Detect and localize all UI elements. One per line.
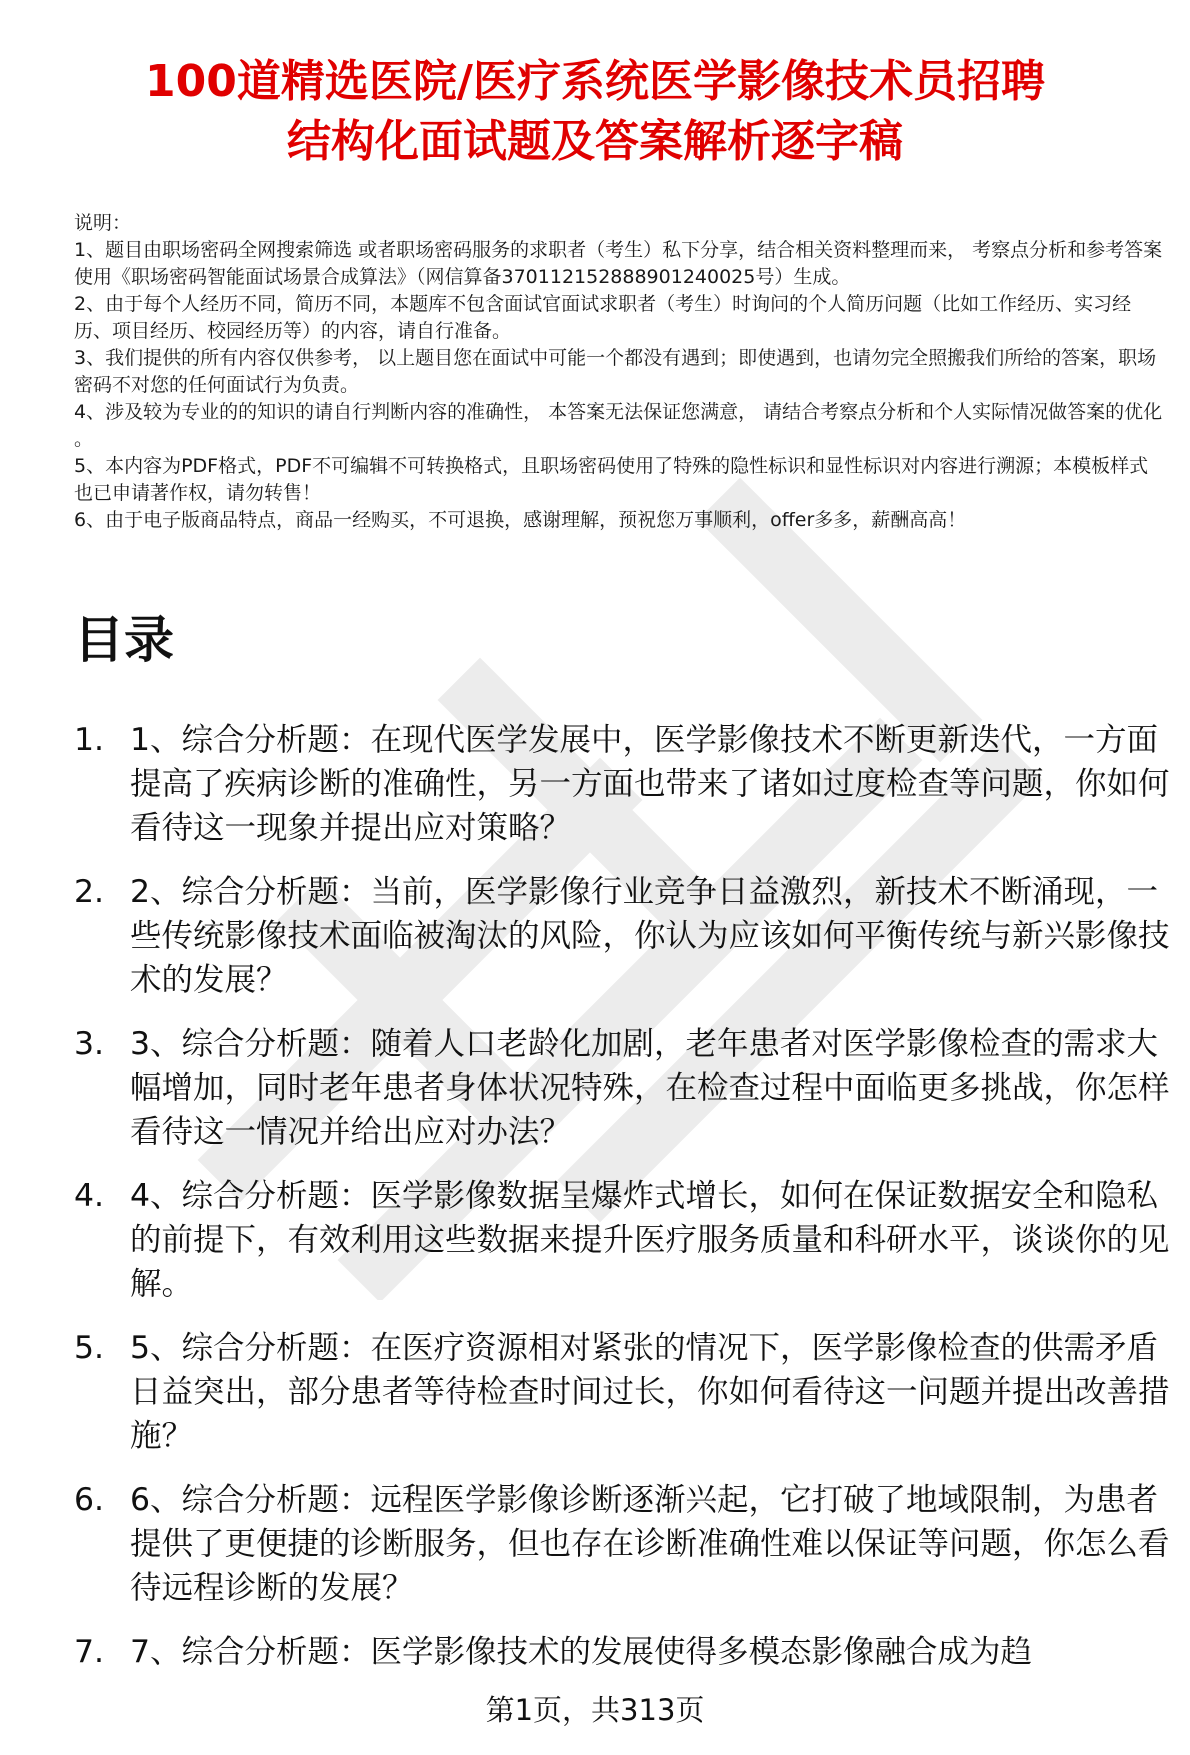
toc-item[interactable] xyxy=(74,1478,1172,1610)
toc-item[interactable] xyxy=(74,1174,1172,1306)
toc-item-number: 7. xyxy=(74,1634,105,1670)
toc-item-number: 6. xyxy=(74,1482,105,1518)
toc-item[interactable] xyxy=(74,718,1172,850)
note-item-2: 2、由于每个人经历不同，简历不同，本题库不包含面试官面试求职者（考生）时询问的个人简历问题（比如工作经历、实习经历、项目经历、校园经历等）的内容，请自行准备。 xyxy=(74,293,1132,342)
toc-item-number: 1. xyxy=(74,722,105,758)
note-item-6: 6、由于电子版商品特点，商品一经购买，不可退换，感谢理解，预祝您万事顺利，offer多多，薪酬高高！ xyxy=(74,509,967,531)
instructions-section xyxy=(74,210,1164,534)
toc-item-text: 4、综合分析题：医学影像数据呈爆炸式增长，如何在保证数据安全和隐私的前提下，有效利用这些数据来提升医疗服务质量和科研水平，谈谈你的见解。 xyxy=(130,1178,1170,1302)
toc-item-number: 2. xyxy=(74,874,105,910)
toc-item[interactable] xyxy=(74,1326,1172,1458)
toc-item[interactable] xyxy=(74,870,1172,1002)
title-line-1: 100道精选医院/医疗系统医学影像技术员招聘 xyxy=(145,56,1045,107)
toc-item[interactable] xyxy=(74,1630,1172,1674)
note-item-5: 5、本内容为PDF格式，PDF不可编辑不可转换格式，且职场密码使用了特殊的隐性标识和显性标识对内容进行溯源；本模板样式也已申请著作权，请勿转售！ xyxy=(74,455,1149,504)
note-item-1: 1、题目由职场密码全网搜索筛选 或者职场密码服务的求职者（考生）私下分享，结合相关资料整理而来， 考察点分析和参考答案使用《职场密码智能面试场景合成算法》（网信算备370112152888901240025号）生成。 xyxy=(74,239,1163,288)
toc-heading: 目录 xyxy=(74,611,174,669)
toc-item-text: 7、综合分析题：医学影像技术的发展使得多模态影像融合成为趋 xyxy=(130,1634,1033,1670)
notes-label: 说明： xyxy=(74,212,132,234)
toc-item[interactable] xyxy=(74,1022,1172,1154)
note-item-3: 3、我们提供的所有内容仅供参考， 以上题目您在面试中可能一个都没有遇到；即使遇到，也请勿完全照搬我们所给的答案，职场密码不对您的任何面试行为负责。 xyxy=(74,347,1157,396)
toc-item-text: 5、综合分析题：在医疗资源相对紧张的情况下，医学影像检查的供需矛盾日益突出，部分患者等待检查时间过长，你如何看待这一问题并提出改善措施？ xyxy=(130,1330,1170,1454)
toc-item-text: 6、综合分析题：远程医学影像诊断逐渐兴起，它打破了地域限制，为患者提供了更便捷的诊断服务，但也存在诊断准确性难以保证等问题，你怎么看待远程诊断的发展？ xyxy=(130,1482,1170,1606)
page-footer: 第1页，共313页 xyxy=(485,1693,705,1727)
toc-item-number: 4. xyxy=(74,1178,105,1214)
title-line-2: 结构化面试题及答案解析逐字稿 xyxy=(287,116,903,167)
toc-item-number: 5. xyxy=(74,1330,105,1366)
toc-item-text: 2、综合分析题：当前，医学影像行业竞争日益激烈，新技术不断涌现，一些传统影像技术面临被淘汰的风险，你认为应该如何平衡传统与新兴影像技术的发展？ xyxy=(130,874,1170,998)
toc-item-text: 3、综合分析题：随着人口老龄化加剧，老年患者对医学影像检查的需求大幅增加，同时老年患者身体状况特殊，在检查过程中面临更多挑战，你怎样看待这一情况并给出应对办法？ xyxy=(130,1026,1170,1150)
document-title xyxy=(60,52,1130,172)
toc-item-text: 1、综合分析题：在现代医学发展中，医学影像技术不断更新迭代，一方面提高了疾病诊断的准确性，另一方面也带来了诸如过度检查等问题，你如何看待这一现象并提出应对策略？ xyxy=(130,722,1170,846)
toc-item-number: 3. xyxy=(74,1026,105,1062)
table-of-contents xyxy=(74,718,1172,1694)
note-item-4: 4、涉及较为专业的的知识的请自行判断内容的准确性， 本答案无法保证您满意， 请结合考察点分析和个人实际情况做答案的优化 。 xyxy=(74,401,1163,450)
